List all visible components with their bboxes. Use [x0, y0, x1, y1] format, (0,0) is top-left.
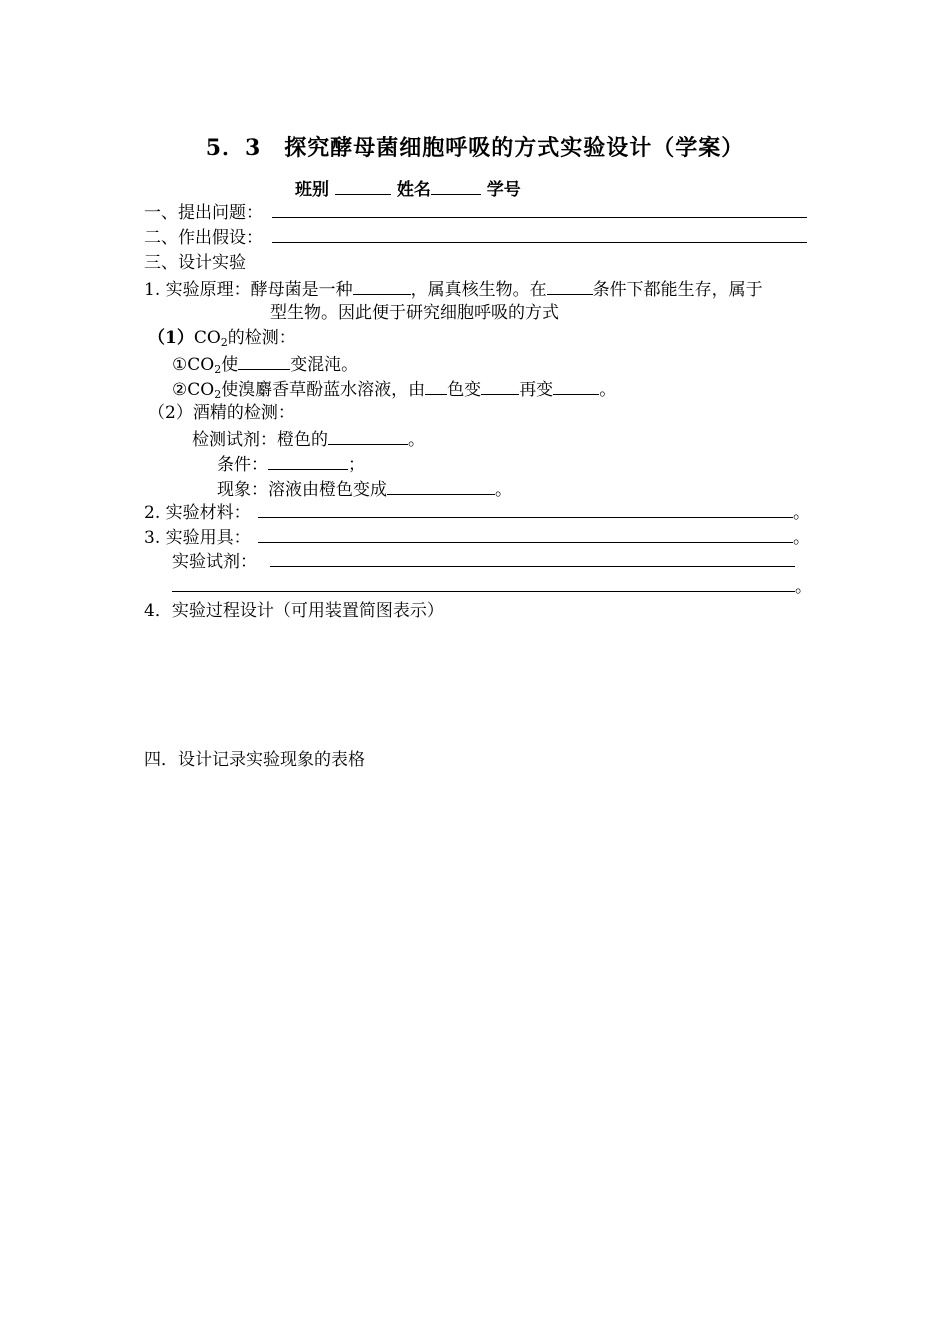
- alcohol-reagent-line: [192, 427, 425, 451]
- id-label: 学号: [486, 180, 521, 200]
- co2-item-2: [172, 377, 616, 401]
- co2-heading-subscript: 2: [220, 336, 228, 349]
- alcohol-condition-text: 条件：: [217, 455, 268, 475]
- alcohol-phenomenon-line: [217, 477, 512, 501]
- materials-label: 2. 实验材料：: [144, 503, 251, 523]
- hypothesis-blank[interactable]: [272, 242, 807, 243]
- tools-end: 。: [793, 528, 810, 548]
- co2-heading-number: （1）: [148, 328, 194, 348]
- process-label: 4．实验过程设计（可用装置简图表示）: [144, 601, 444, 621]
- alcohol-phenomenon-blank[interactable]: [387, 477, 495, 495]
- co2-heading-text: 的检测：: [227, 328, 296, 348]
- tools-blank[interactable]: [258, 542, 793, 543]
- name-label: 姓名: [396, 180, 431, 200]
- co2-item-1: [172, 352, 358, 376]
- alcohol-condition-end: ；: [348, 455, 365, 475]
- alcohol-reagent-text: 检测试剂：橙色的: [192, 430, 328, 450]
- reagents-blank-1[interactable]: [270, 566, 795, 567]
- co2-item2-prefix: ②CO: [172, 380, 215, 400]
- materials-end: 。: [793, 503, 810, 523]
- co2-item2-blank-2[interactable]: [481, 377, 519, 395]
- materials-blank[interactable]: [258, 517, 793, 518]
- alcohol-phenomenon-end: 。: [495, 480, 512, 500]
- class-blank[interactable]: [335, 177, 391, 195]
- alcohol-reagent-blank[interactable]: [328, 427, 408, 445]
- alcohol-condition-line: [217, 452, 365, 476]
- question-blank[interactable]: [272, 217, 807, 218]
- co2-item1-blank[interactable]: [238, 352, 290, 370]
- alcohol-condition-blank[interactable]: [268, 452, 348, 470]
- principle-blank-1[interactable]: [353, 277, 411, 295]
- alcohol-heading: （2）酒精的检测：: [148, 403, 295, 423]
- principle-text-3: 条件下都能生存，属于: [592, 280, 763, 300]
- class-label: 班别: [295, 180, 329, 200]
- student-info-row: [295, 177, 521, 201]
- co2-item1-subscript: 2: [214, 363, 222, 376]
- principle-blank-2[interactable]: [547, 277, 593, 295]
- co2-item2-text-3: 再变: [519, 380, 554, 400]
- principle-line-1: [144, 277, 763, 301]
- principle-text-1: 1. 实验原理：酵母菌是一种: [144, 280, 353, 300]
- principle-text-2: ，属真核生物。在: [410, 280, 547, 300]
- co2-item1-suffix: 变混沌。: [290, 355, 359, 375]
- section-design-label: 三、设计实验: [144, 253, 246, 273]
- name-blank[interactable]: [431, 177, 481, 195]
- section-hypothesis-label: 二、作出假设：: [144, 228, 263, 248]
- reagents-end: 。: [795, 577, 812, 597]
- co2-heading: [148, 327, 296, 349]
- tools-label: 3. 实验用具：: [144, 528, 251, 548]
- co2-heading-formula: CO: [193, 328, 221, 348]
- co2-item2-blank-1[interactable]: [425, 377, 447, 395]
- principle-line-2: [270, 302, 559, 324]
- co2-item2-text-2: 色变: [447, 380, 482, 400]
- co2-item2-blank-3[interactable]: [553, 377, 599, 395]
- principle-text-4: 型生物。因此便于研究细胞呼吸的方式: [270, 303, 559, 323]
- co2-item2-text: 使溴麝香草酚蓝水溶液，由: [221, 380, 426, 400]
- page-title: 5．3 探究酵母菌细胞呼吸的方式实验设计（学案）: [205, 135, 745, 161]
- co2-item1-text: 使: [221, 355, 239, 375]
- co2-item1-prefix: ①CO: [172, 355, 215, 375]
- reagents-blank-2[interactable]: [172, 591, 795, 592]
- section-question-label: 一、提出问题：: [144, 203, 263, 223]
- alcohol-phenomenon-text: 现象：溶液由橙色变成: [217, 480, 387, 500]
- reagents-label: 实验试剂：: [172, 552, 257, 572]
- co2-item2-subscript: 2: [214, 388, 222, 401]
- section-table-label: 四．设计记录实验现象的表格: [144, 750, 365, 770]
- co2-item2-end: 。: [599, 380, 617, 400]
- alcohol-reagent-end: 。: [408, 430, 425, 450]
